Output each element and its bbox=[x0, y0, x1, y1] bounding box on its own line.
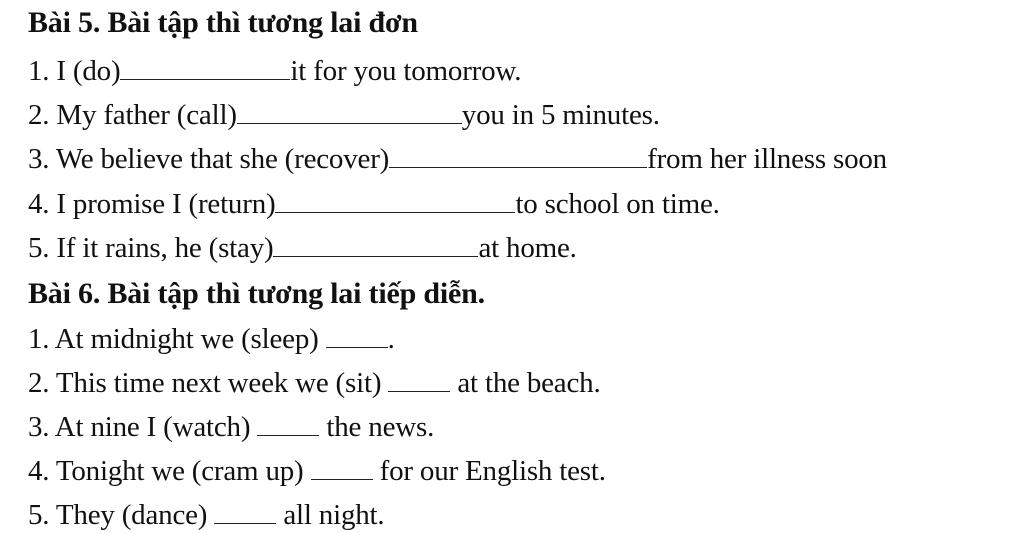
item-prompt: 2. My father (call) bbox=[28, 99, 237, 131]
item-prompt: 3. We believe that she (recover) bbox=[28, 143, 390, 175]
item-continuation: for our English test. bbox=[372, 455, 606, 487]
exercise-6-item-1 bbox=[28, 322, 395, 356]
item-prompt: 5. If it rains, he (stay) bbox=[28, 232, 274, 264]
item-continuation: at the beach. bbox=[450, 367, 601, 399]
item-prompt: 1. I (do) bbox=[28, 55, 121, 87]
answer-blank[interactable] bbox=[275, 188, 515, 213]
answer-blank[interactable] bbox=[257, 411, 319, 436]
item-continuation: all night. bbox=[276, 499, 385, 531]
answer-blank[interactable] bbox=[237, 99, 462, 124]
item-prompt: 2. This time next week we (sit) bbox=[28, 367, 389, 399]
exercise-5-item-4 bbox=[28, 187, 720, 221]
item-prompt: 5. They (dance) bbox=[28, 499, 215, 531]
answer-blank[interactable] bbox=[311, 455, 373, 480]
exercise-6-item-2 bbox=[28, 366, 601, 400]
item-continuation: the news. bbox=[319, 411, 435, 443]
item-prompt: 4. I promise I (return) bbox=[28, 188, 276, 220]
answer-blank[interactable] bbox=[120, 55, 290, 80]
item-prompt: 4. Tonight we (cram up) bbox=[28, 455, 311, 487]
answer-blank[interactable] bbox=[388, 367, 450, 392]
exercise-6-item-5 bbox=[28, 498, 384, 532]
item-continuation: . bbox=[387, 323, 395, 355]
exercise-6-heading: Bài 6. Bài tập thì tương lai tiếp diễn. bbox=[28, 277, 485, 310]
item-continuation: to school on time. bbox=[515, 188, 720, 220]
answer-blank[interactable] bbox=[326, 323, 388, 348]
exercise-5-item-1 bbox=[28, 54, 521, 88]
answer-blank[interactable] bbox=[214, 499, 276, 524]
exercise-5-item-5 bbox=[28, 231, 577, 265]
answer-blank[interactable] bbox=[389, 143, 647, 168]
item-continuation: it for you tomorrow. bbox=[290, 55, 522, 87]
answer-blank[interactable] bbox=[273, 232, 478, 257]
item-continuation: from her illness soon bbox=[647, 143, 887, 175]
item-continuation: at home. bbox=[478, 232, 577, 264]
exercise-6-item-4 bbox=[28, 454, 606, 488]
item-prompt: 3. At nine I (watch) bbox=[28, 411, 258, 443]
exercise-5-item-2 bbox=[28, 98, 660, 132]
exercise-6-item-3 bbox=[28, 410, 434, 444]
item-continuation: you in 5 minutes. bbox=[461, 99, 660, 131]
item-prompt: 1. At midnight we (sleep) bbox=[28, 323, 326, 355]
exercise-5-heading: Bài 5. Bài tập thì tương lai đơn bbox=[28, 6, 418, 39]
exercise-5-item-3 bbox=[28, 142, 887, 176]
